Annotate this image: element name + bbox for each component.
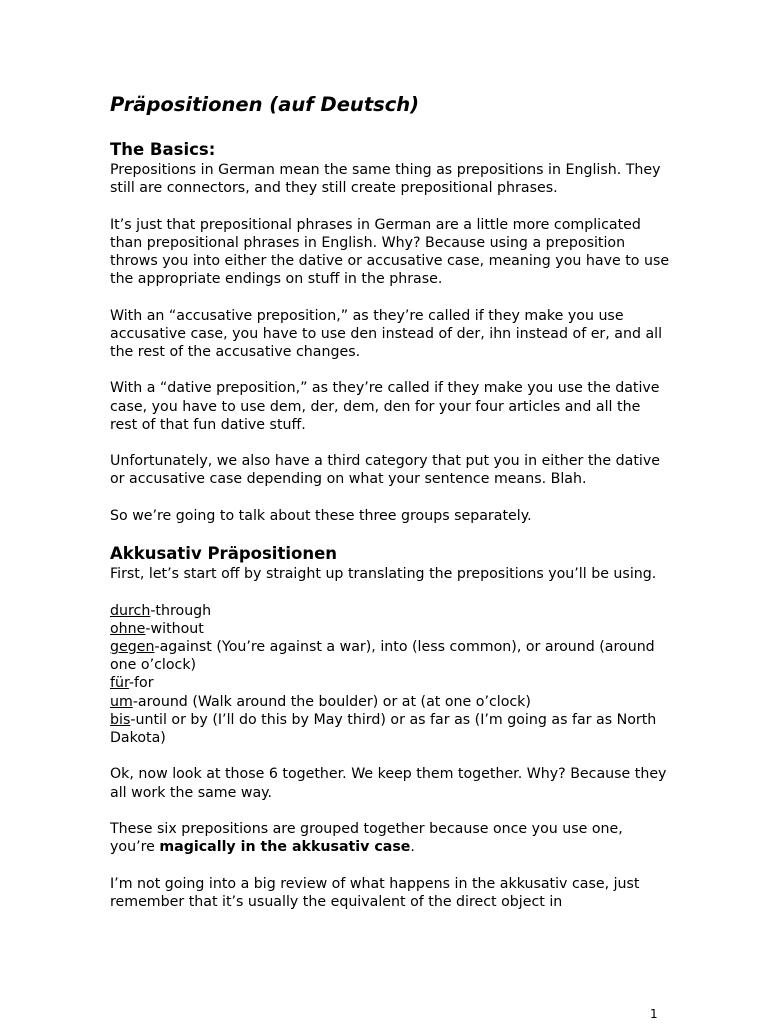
preposition-item	[110, 602, 670, 620]
paragraph: Unfortunately, we also have a third category that put you in either the dative or accusative case depending on what your sentence means. Blah.	[110, 453, 660, 488]
preposition-list	[110, 602, 670, 748]
preposition-word: um	[110, 693, 133, 710]
paragraph	[110, 820, 670, 856]
preposition-word: bis	[110, 711, 131, 728]
paragraph: Ok, now look at those 6 together. We keep them together. Why? Because they all work the same way.	[110, 766, 667, 801]
document-page	[110, 92, 670, 929]
preposition-meaning: -through	[150, 602, 212, 619]
preposition-item	[110, 674, 670, 692]
preposition-meaning: -until or by (I’ll do this by May third) or as far as (I’m going as far as North Dakota)	[110, 711, 657, 746]
paragraph: So we’re going to talk about these three groups separately.	[110, 507, 532, 524]
preposition-item	[110, 638, 670, 674]
preposition-word: ohne	[110, 620, 146, 637]
paragraph: With a “dative preposition,” as they’re called if they make you use the dative case, you have to use dem, der, dem, den for your four articles and all the rest of that fun dative stuff.	[110, 380, 660, 433]
paragraph-text: These six prepositions are grouped together because once you use one, you’re	[110, 820, 623, 856]
paragraph: First, let’s start off by straight up translating the prepositions you’ll be using.	[110, 566, 657, 583]
preposition-meaning: -without	[145, 620, 204, 637]
emphasis-text: magically in the akkusativ case	[159, 839, 411, 856]
preposition-word: gegen	[110, 638, 155, 655]
preposition-item	[110, 693, 670, 711]
preposition-meaning: -around (Walk around the boulder) or at (at one o’clock)	[132, 693, 531, 710]
paragraph: I’m not going into a big review of what happens in the akkusativ case, just remember that it’s usually the equivalent of the direct object in	[110, 875, 640, 910]
paragraph: Prepositions in German mean the same thing as prepositions in English. They still are connectors, and they still create prepositional phrases.	[110, 162, 661, 197]
preposition-meaning: -for	[128, 675, 154, 692]
section-heading-basics: The Basics:	[110, 140, 216, 159]
preposition-meaning: -against (You’re against a war), into (less common), or around (around one o’clock)	[110, 638, 655, 674]
paragraph: It’s just that prepositional phrases in German are a little more complicated than prepositional phrases in English. Why? Because using a preposition throws you into either the dative or accusative case, meaning you have to use the appropriate endings on stuff in the phrase.	[110, 216, 670, 288]
document-title: Präpositionen (auf Deutsch)	[110, 93, 420, 116]
paragraph-text: .	[410, 839, 415, 856]
section-heading-akkusativ: Akkusativ Präpositionen	[110, 544, 338, 564]
preposition-word: für	[110, 675, 129, 692]
preposition-word: durch	[110, 602, 151, 619]
preposition-item	[110, 711, 670, 747]
preposition-item	[110, 620, 670, 638]
paragraph: With an “accusative preposition,” as they’re called if they make you use accusative case, you have to use den instead of der, ihn instead of er, and all the rest of the accusative changes.	[110, 307, 663, 360]
page-number: 1	[650, 1007, 658, 1021]
